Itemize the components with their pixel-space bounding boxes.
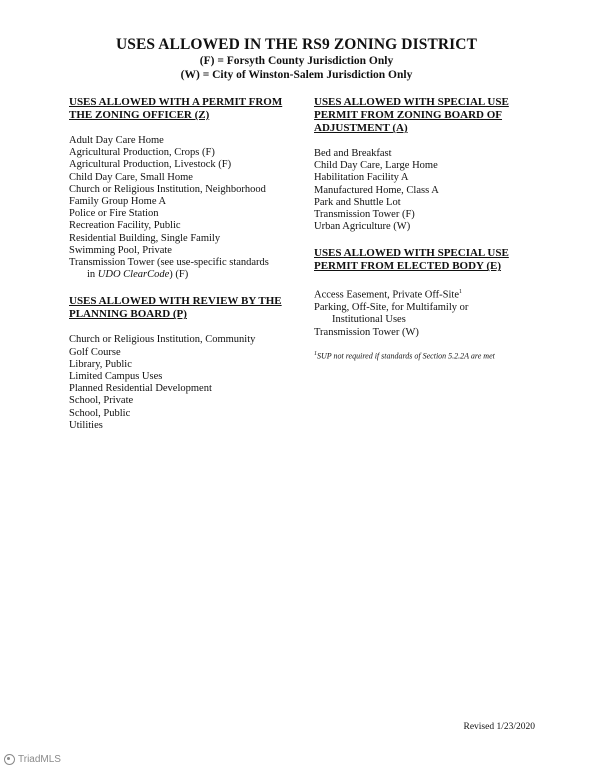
- list-item: Limited Campus Uses: [69, 371, 163, 383]
- list-item: Habilitation Facility A: [314, 172, 409, 184]
- uses-list-planning-board: [69, 334, 289, 432]
- udo-clearcode-reference: UDO ClearCode: [97, 269, 170, 281]
- footnote-text: SUP not required if standards of Section 5.2.2A are met: [317, 351, 495, 361]
- list-item: Park and Shuttle Lot: [314, 196, 401, 208]
- list-item: Bed and Breakfast: [314, 148, 392, 159]
- list-item: Child Day Care, Small Home: [69, 171, 193, 183]
- uses-list-elected-body: [314, 286, 534, 338]
- list-item: [314, 286, 534, 302]
- section-title-board-of-adjustment: USES ALLOWED WITH SPECIAL USE PERMIT FROM ZONING BOARD OF ADJUSTMENT (A): [314, 96, 509, 134]
- footnote-number: 1: [314, 350, 317, 357]
- triadmls-watermark: [4, 754, 61, 765]
- list-item: Child Day Care, Large Home: [314, 160, 438, 172]
- uses-list-board-of-adjustment: [314, 148, 534, 233]
- list-item: Transmission Tower (F): [314, 209, 415, 221]
- list-item: Planned Residential Development: [69, 383, 212, 395]
- footnote: [314, 349, 534, 362]
- section-zoning-officer: [69, 96, 289, 281]
- right-column: [314, 96, 534, 361]
- jurisdiction-note-forsyth: (F) = Forsyth County Jurisdiction Only: [199, 55, 394, 67]
- list-item: Church or Religious Institution, Neighborhood: [69, 183, 266, 195]
- list-item: Utilities: [69, 419, 103, 431]
- list-item: Parking, Off-Site, for Multifamily or: [314, 302, 469, 314]
- section-gap: [69, 281, 289, 295]
- triadmls-logo-icon: [4, 754, 15, 765]
- list-item: Agricultural Production, Livestock (F): [69, 159, 232, 171]
- section-board-of-adjustment: [314, 96, 534, 233]
- list-item: Library, Public: [69, 358, 132, 370]
- continuation-pre: in: [87, 269, 98, 281]
- list-item: Church or Religious Institution, Community: [69, 334, 256, 346]
- footnote-marker: 1: [459, 289, 463, 296]
- list-item-continuation: Institutional Uses: [332, 314, 406, 326]
- section-planning-board: [69, 295, 289, 432]
- list-item-text: Access Easement, Private Off-Site: [314, 289, 460, 301]
- list-item: Police or Fire Station: [69, 208, 159, 220]
- revision-date: Revised 1/23/2020: [463, 722, 535, 732]
- list-item: Family Group Home A: [69, 196, 167, 208]
- list-item: School, Private: [69, 395, 134, 407]
- list-item: Golf Course: [69, 346, 121, 358]
- section-elected-body: [314, 247, 534, 361]
- list-item: Residential Building, Single Family: [69, 232, 221, 244]
- list-item: Recreation Facility, Public: [69, 220, 181, 232]
- watermark-text: TriadMLS: [18, 754, 61, 765]
- left-column: [69, 96, 289, 432]
- document-title: USES ALLOWED IN THE RS9 ZONING DISTRICT: [115, 36, 478, 53]
- list-item: School, Public: [69, 407, 131, 419]
- jurisdiction-note-winston-salem: (W) = City of Winston-Salem Jurisdiction Only: [180, 69, 413, 81]
- list-item: Swimming Pool, Private: [69, 244, 172, 256]
- list-item: Transmission Tower (see use-specific standards: [69, 257, 269, 269]
- list-item: Transmission Tower (W): [314, 326, 419, 338]
- list-item: Adult Day Care Home: [69, 135, 164, 146]
- uses-list-zoning-officer: [69, 135, 289, 281]
- list-item: Manufactured Home, Class A: [314, 184, 439, 196]
- section-title-planning-board: USES ALLOWED WITH REVIEW BY THE PLANNING BOARD (P): [69, 295, 282, 321]
- document-header: [0, 36, 593, 82]
- list-item-continuation: [69, 269, 289, 281]
- section-title-zoning-officer: USES ALLOWED WITH A PERMIT FROM THE ZONING OFFICER (Z): [69, 96, 283, 121]
- section-title-elected-body: USES ALLOWED WITH SPECIAL USE PERMIT FROM ELECTED BODY (E): [314, 247, 509, 273]
- continuation-post: ) (F): [169, 269, 189, 281]
- list-item: Agricultural Production, Crops (F): [69, 147, 215, 159]
- section-gap: [314, 233, 534, 247]
- list-item: Urban Agriculture (W): [314, 221, 411, 233]
